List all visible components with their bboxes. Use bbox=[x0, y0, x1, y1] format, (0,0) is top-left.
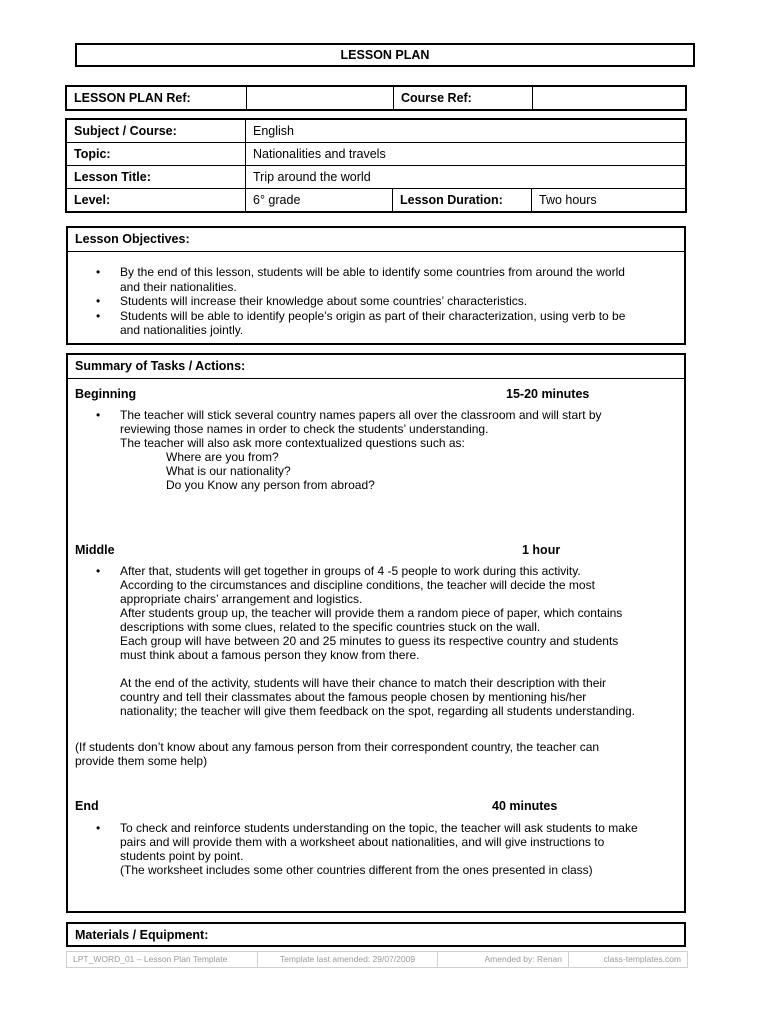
lesson-plan-ref-label: LESSON PLAN Ref: bbox=[67, 87, 247, 110]
text-line: The teacher will also ask more contextualized questions such as: bbox=[120, 436, 465, 450]
materials-heading: Materials / Equipment: bbox=[75, 928, 209, 942]
lesson-title-value: Trip around the world bbox=[246, 166, 686, 189]
summary-heading: Summary of Tasks / Actions: bbox=[68, 355, 684, 379]
level-value: 6° grade bbox=[246, 189, 393, 212]
subject-label: Subject / Course: bbox=[67, 120, 246, 143]
objective-line: • Students will be able to identify people’s origin as part of their characterization, using verb to be bbox=[120, 308, 626, 323]
footer-last-amended: Template last amended: 29/07/2009 bbox=[258, 952, 438, 967]
question-line: Where are you from? bbox=[166, 450, 279, 464]
lesson-title-label: Lesson Title: bbox=[67, 166, 246, 189]
course-ref-value bbox=[533, 87, 686, 110]
text-line: At the end of the activity, students will have their chance to match their description with their bbox=[120, 676, 607, 690]
end-content bbox=[75, 821, 675, 877]
objective-line: and nationalities jointly. bbox=[120, 323, 244, 337]
text-line: According to the circumstances and discipline conditions, the teacher will decide the most bbox=[120, 578, 595, 592]
text-line: provide them some help) bbox=[75, 754, 208, 768]
lesson-duration-label: Lesson Duration: bbox=[393, 189, 532, 212]
objectives-heading: Lesson Objectives: bbox=[68, 228, 684, 252]
text-line: Each group will have between 20 and 25 minutes to guess its respective country and students bbox=[120, 634, 619, 648]
text-line: nationality; the teacher will give them feedback on the spot, regarding all students understanding. bbox=[120, 704, 635, 718]
middle-duration: 1 hour bbox=[522, 543, 561, 557]
question-line: What is our nationality? bbox=[166, 464, 291, 478]
objective-item bbox=[120, 309, 684, 338]
objective-line: • By the end of this lesson, students will be able to identify some countries from around the world bbox=[120, 265, 625, 279]
objectives-list bbox=[68, 265, 684, 338]
text-line: appropriate chairs’ arrangement and logistics. bbox=[120, 592, 363, 606]
middle-note bbox=[75, 740, 675, 768]
objectives-section bbox=[66, 226, 686, 345]
topic-label: Topic: bbox=[67, 143, 246, 166]
text-line: students point by point. bbox=[120, 849, 244, 863]
lesson-plan-ref-value bbox=[247, 87, 394, 110]
page-title: LESSON PLAN bbox=[75, 43, 695, 67]
bullet-icon: • bbox=[96, 821, 101, 835]
bullet-line bbox=[75, 821, 675, 835]
lesson-duration-value: Two hours bbox=[532, 189, 686, 212]
refs-table bbox=[66, 86, 686, 110]
materials-section bbox=[66, 922, 686, 947]
text-line: (The worksheet includes some other countries different from the ones presented in class) bbox=[120, 863, 593, 877]
beginning-duration: 15-20 minutes bbox=[506, 387, 590, 401]
footer-amended-by: Amended by: Renan bbox=[438, 952, 569, 967]
text-line: After that, students will get together in groups of 4 -5 people to work during this activity. bbox=[120, 564, 581, 578]
bullet-icon: • bbox=[96, 564, 101, 578]
text-line: The teacher will stick several country names papers all over the classroom and will start by bbox=[120, 408, 602, 422]
details-table bbox=[66, 119, 686, 212]
subject-value: English bbox=[246, 120, 686, 143]
course-ref-label: Course Ref: bbox=[394, 87, 533, 110]
end-label: End bbox=[75, 799, 99, 813]
text-line: descriptions with some clues, related to the specific countries stuck on the wall. bbox=[120, 620, 541, 634]
objective-item bbox=[120, 265, 684, 294]
end-duration: 40 minutes bbox=[492, 799, 558, 813]
text-line: pairs and will provide them with a worksheet about nationalities, and will give instructions to bbox=[120, 835, 605, 849]
beginning-label: Beginning bbox=[75, 387, 137, 401]
question-line: Do you Know any person from abroad? bbox=[166, 478, 375, 492]
objective-item bbox=[120, 294, 684, 309]
level-label: Level: bbox=[67, 189, 246, 212]
text-line: reviewing those names in order to check the students’ understanding. bbox=[120, 422, 489, 436]
beginning-content bbox=[75, 408, 675, 492]
summary-section bbox=[66, 353, 686, 913]
bullet-line bbox=[75, 408, 675, 422]
text-line: must think about a famous person they know from there. bbox=[120, 648, 420, 662]
objective-line: • Students will increase their knowledge about some countries’ characteristics. bbox=[120, 294, 528, 308]
topic-value: Nationalities and travels bbox=[246, 143, 686, 166]
text-line: To check and reinforce students understanding on the topic, the teacher will ask students to make bbox=[120, 821, 638, 835]
text-line: (If students don’t know about any famous person from their correspondent country, the teacher can bbox=[75, 740, 600, 754]
text-line: country and tell their classmates about the famous people chosen by mentioning his/her bbox=[120, 690, 587, 704]
footer-site: class-templates.com bbox=[603, 954, 681, 964]
footer bbox=[66, 951, 688, 968]
objective-line: and their nationalities. bbox=[120, 279, 237, 294]
bullet-icon: • bbox=[96, 408, 101, 422]
bullet-line bbox=[75, 564, 675, 578]
middle-label: Middle bbox=[75, 543, 115, 557]
text-line: After students group up, the teacher will provide them a random piece of paper, which contains bbox=[120, 606, 623, 620]
footer-template-id: LPT_WORD_01 – Lesson Plan Template bbox=[67, 952, 258, 967]
middle-content bbox=[75, 564, 675, 718]
